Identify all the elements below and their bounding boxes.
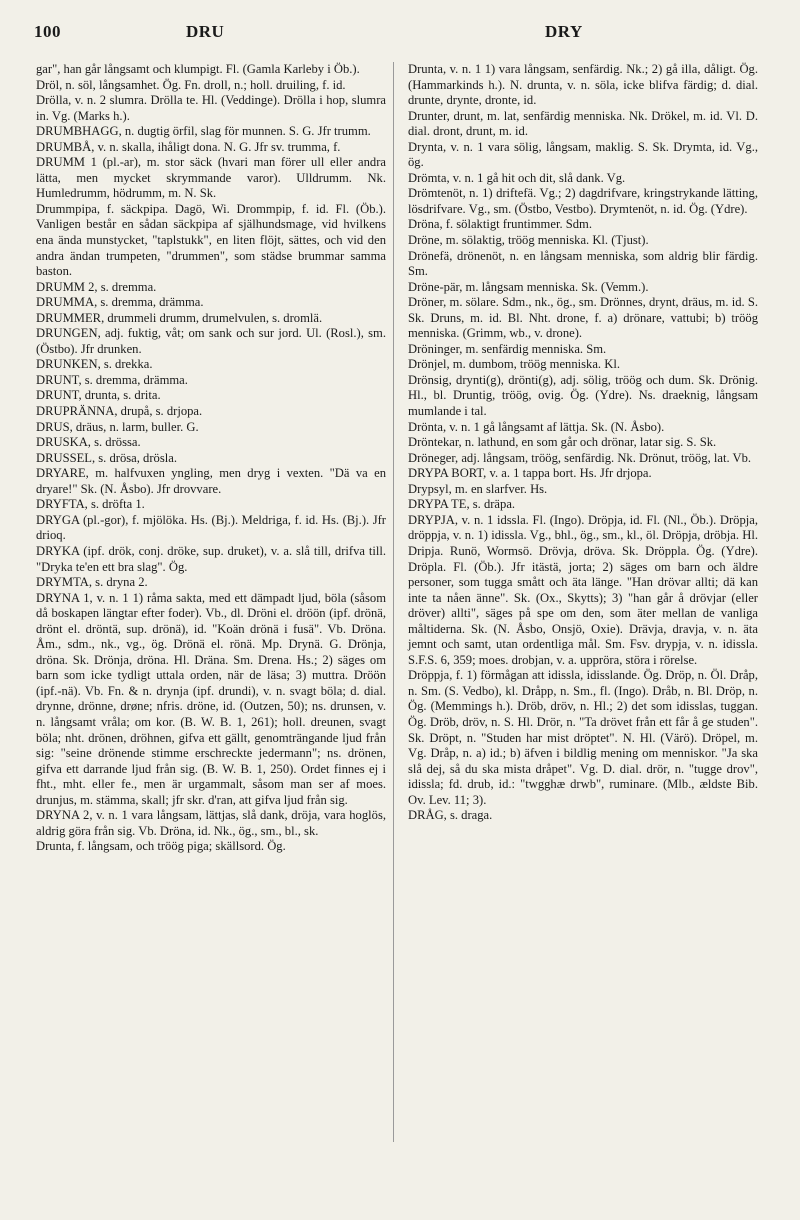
entry: DRYARE, m. halfvuxen yngling, men dryg i vexten. "Dä va en dryare!" Sk. (N. Åsbo). Jfr drovvare. bbox=[36, 466, 386, 496]
entry: Dröna, f. sölaktigt fruntimmer. Sdm. bbox=[408, 217, 592, 232]
left-column bbox=[36, 62, 386, 855]
entry: Drönta, v. n. 1 gå långsamt af lättja. Sk. (N. Åsbo). bbox=[408, 419, 665, 434]
entry: DRUNKEN, s. drekka. bbox=[36, 357, 153, 372]
entry: Drönjel, m. dumbom, tröög menniska. Kl. bbox=[408, 357, 620, 372]
entry: DRUNT, s. dremma, drämma. bbox=[36, 372, 188, 387]
entry: DRUNGEN, adj. fuktig, våt; om sank och sur jord. Ul. (Rosl.), sm. (Östbo). Jfr drunken. bbox=[36, 326, 386, 356]
entry: Drölla, v. n. 2 slumra. Drölla te. Hl. (Veddinge). Drölla i hop, slumra in. Vg. (Marks h.). bbox=[36, 93, 386, 123]
entry: Drömta, v. n. 1 gå hit och dit, slå dank. Vg. bbox=[408, 170, 626, 185]
entry: Drömtenöt, n. 1) driftefä. Vg.; 2) dagdrifvare, kringstrykande lätting, lösdrifvare. Vg., sm. (Östbo, Vestbo). Drymtenöt, n. id. Ög. (Ydre). bbox=[408, 186, 758, 216]
right-guide-word: DRY bbox=[545, 22, 583, 41]
entry: DRYPA BORT, v. a. 1 tappa bort. Hs. Jfr drjopa. bbox=[408, 466, 652, 481]
entry: Drummpipa, f. säckpipa. Dagö, Wi. Drommpip, f. id. Fl. (Öb.). Vanligen består en sådan säckpipa af själhundsmage, vid hvilkens ena ända munstycket, "taplstukk", en liten flöjt, sättes, och vid den andra ändan trumpeten, "drummen", som städse brummar samma baston. bbox=[36, 201, 386, 279]
entry: DRYGA (pl.-gor), f. mjölöka. Hs. (Bj.). Meldriga, f. id. Hs. (Bj.). Jfr drioq. bbox=[36, 512, 386, 543]
entry: DRYPA TE, s. dräpa. bbox=[408, 497, 516, 512]
entry: DRYFTA, s. dröfta 1. bbox=[36, 497, 145, 512]
entry: DRÅG, s. draga. bbox=[408, 808, 493, 823]
entry: DRUMBHAGG, n. dugtig örfil, slag för munnen. S. G. Jfr trumm. bbox=[36, 124, 371, 139]
entry: DRYMTA, s. dryna 2. bbox=[36, 575, 148, 590]
entry: Drunta, v. n. 1 1) vara långsam, senfärdig. Nk.; 2) gå illa, dåligt. Ög. (Hammarkinds h.). N. drunta, v. n. söla, icke blifva färdig; d. dial. drunte, drynte, dronte, id. bbox=[408, 62, 758, 108]
left-guide-word: DRU bbox=[186, 22, 225, 41]
entry: DRYKA (ipf. drök, conj. dröke, sup. druket), v. a. slå till, drifva till. "Dryka te'en ett bra slag". Ög. bbox=[36, 543, 386, 574]
column-divider bbox=[393, 62, 394, 1142]
entry: Dröppja, f. 1) förmågan att idissla, idisslande. Ög. Dröp, n. Öl. Dråp, n. Sm. (S. Vedbo), kl. Dråpp, n. Sm., fl. (Ingo). Dråb, n. Bl. Dröp, n. Ög. (Memmings h.). Dröb, dröv, n. Hl.; 2) det som idisslas, tuggan. Ög. Dröb, dröv, n. S. Hl. Drör, n. "Ta drövet från ett får å ge studen". Sk. Dröpt, n. "Studen har mist dröptet". N. Hl. (Värö). Dröpel, m. Vg. Dråp, n. a) id.; b) äfven i bildlig mening om menniskor. "Ja ska slå dej, så du ska mista dråpet". Vg. D. dial. drör, n. "tugge drov", idissla; fd. drub, id.: "twgghæ drwb", ruminare. (Mlb., ældste Bib. Ov. Lev. 11; 3). bbox=[408, 668, 758, 807]
entry: Dröne, m. sölaktig, tröög menniska. Kl. (Tjust). bbox=[408, 233, 649, 248]
entry: Drynta, v. n. 1 vara sölig, långsam, maklig. S. Sk. Drymta, id. Vg., ög. bbox=[408, 139, 758, 170]
entry: gar", han går långsamt och klumpigt. Fl. (Gamla Karleby i Öb.). bbox=[36, 62, 360, 76]
entry: DRYPJA, v. n. 1 idssla. Fl. (Ingo). Dröpja, id. Fl. (Nl., Öb.). Dröpja, dröppja, v. n. 1) idissla. Vg., bhl., ög., sm., kl., öl. Dröpja, dröbja. Hl. Dripja. Runö, Wormsö. Drövja, dröva. Sk. Dröppla. Ög. (Ydre). Dröpla. Fl. (Öb.). Jfr itästä, jorta; 2) säges om barn och äldre personer, som tugga smått och äta länge. "Han drövar allti; dä kan inte ta nåen änne". Sk. (Ox., Skytts); 3) "han går å drövjar (eller dröver) allti", säges på spe om den, som äter mellan de vanliga måltiderna. Sk. (N. Åsbo, Onsjö, Oxie). Drävja, dravja, v. n. äta jemnt och samt, utan ordentliga mål. Sm. Fsv. drypja, v. n. idissla. S.F.S. 6, 359; moes. drobjan, v. a. uppröra, störa i rörelse. bbox=[408, 512, 758, 667]
entry: Drunter, drunt, m. lat, senfärdig menniska. Nk. Drökel, m. id. Vl. D. dial. dront, drunt, m. id. bbox=[408, 108, 758, 139]
entry: DRUSKA, s. drössa. bbox=[36, 435, 141, 450]
entry: Drunta, f. långsam, och tröög piga; skällsord. Ög. bbox=[36, 839, 286, 854]
entry: DRUMMER, drummeli drumm, drumelvulen, s. dromlä. bbox=[36, 310, 323, 325]
entry: DRUS, dräus, n. larm, buller. G. bbox=[36, 419, 199, 434]
entry: DRUSSEL, s. drösa, drösla. bbox=[36, 450, 177, 465]
entry: DRYNA 1, v. n. 1 1) råma sakta, med ett dämpadt ljud, böla (såsom då boskapen längtar efter foder). Vb., dl. Dröni el. dröön (ipf. drönä, drönt el. dröntä, sup. drönä), id. "Koän drönä i fusä". Vb. Dröna. Åm., sdm., nk., vg., ög. Drönä el. rönä. Mp. Drynä. G. Drönja, dröna. Sk. Drönja, dröna. Hl. Dräna. Sm. Drena. Hs.; 2) säges om barn som icke tydligt uttala orden, när de läsa; 3) muttra. Dröön (ipf.-nä). Vb. Fn. & n. drynja (ipf. drundi), v. n. svagt böla; d. dial. drynne, drönne, drøne; nfris. dröne, id. (Outzen, 50); ns. drunsen, v. n. långsamt vråla; om kor. (B. W. B. 1, 261); holl. dreunen, svagt böla; nht. drönen, dröhnen, gifva ett gällt, genomträngande ljud från sig: "seine drönende stimme erschreckte jedermann"; ns. drönen, gifva ett darrande ljud från sig. (B. W. B. 1, 250). Ordet finnes ej i fht., mht. eller fe., men är urgammalt, såsom man ser af moes. drunjus, m. stämma, skall; jfr skr. d'ran, att gifva ljud från sig. bbox=[36, 590, 386, 807]
entry: Dröntekar, n. lathund, en som går och drönar, latar sig. S. Sk. bbox=[408, 435, 717, 450]
entry: Dröl, n. söl, långsamhet. Ög. Fn. droll, n.; holl. druiling, f. id. bbox=[36, 77, 346, 92]
entry: Drönsig, drynti(g), drönti(g), adj. sölig, tröög och dum. Sk. Drönig. Hl., bl. Druntig, tröög, ovig. Ög. (Ydre). Ns. draeknig, långsam mumlande i tal. bbox=[408, 372, 758, 419]
right-column bbox=[408, 62, 758, 824]
entry: DRUMBÅ, v. n. skalla, ihåligt dona. N. G. Jfr sv. trumma, f. bbox=[36, 139, 341, 154]
entry: Dröne-pär, m. långsam menniska. Sk. (Vemm.). bbox=[408, 279, 649, 294]
entry: DRUMM 2, s. dremma. bbox=[36, 279, 157, 294]
entry: DRUMMA, s. dremma, drämma. bbox=[36, 295, 204, 310]
entry: Dröner, m. sölare. Sdm., nk., ög., sm. Drönnes, drynt, dräus, m. id. S. Sk. Druns, m. id. Bl. Nht. drone, f. a) drönare, vattubi; b) tröög menniska. (Grimm, wb., v. drone). bbox=[408, 295, 758, 341]
entry: Dröneger, adj. långsam, tröög, senfärdig. Nk. Drönut, tröög, lat. Vb. bbox=[408, 450, 752, 465]
entry: Drypsyl, m. en slarfver. Hs. bbox=[408, 481, 548, 496]
entry: DRUMM 1 (pl.-ar), m. stor säck (hvari man förer ull eller andra lätta, men mycket skrymmande varor). Ulldrumm. Nk. Humledrumm, hödrumm, m. N. Sk. bbox=[36, 155, 386, 201]
entry: Dröninger, m. senfärdig menniska. Sm. bbox=[408, 341, 607, 356]
entry: DRUNT, drunta, s. drita. bbox=[36, 388, 161, 403]
entry: DRYNA 2, v. n. 1 vara långsam, lättjas, slå dank, dröja, vara hoglös, aldrig göra från sig. Vb. Dröna, id. Nk., ög., sm., bl., sk. bbox=[36, 808, 386, 838]
page-number: 100 bbox=[34, 22, 61, 41]
entry: DRUPRÄNNA, drupå, s. drjopa. bbox=[36, 404, 203, 419]
entry: Drönefä, drönenöt, n. en långsam menniska, som aldrig blir färdig. Sm. bbox=[408, 248, 758, 279]
